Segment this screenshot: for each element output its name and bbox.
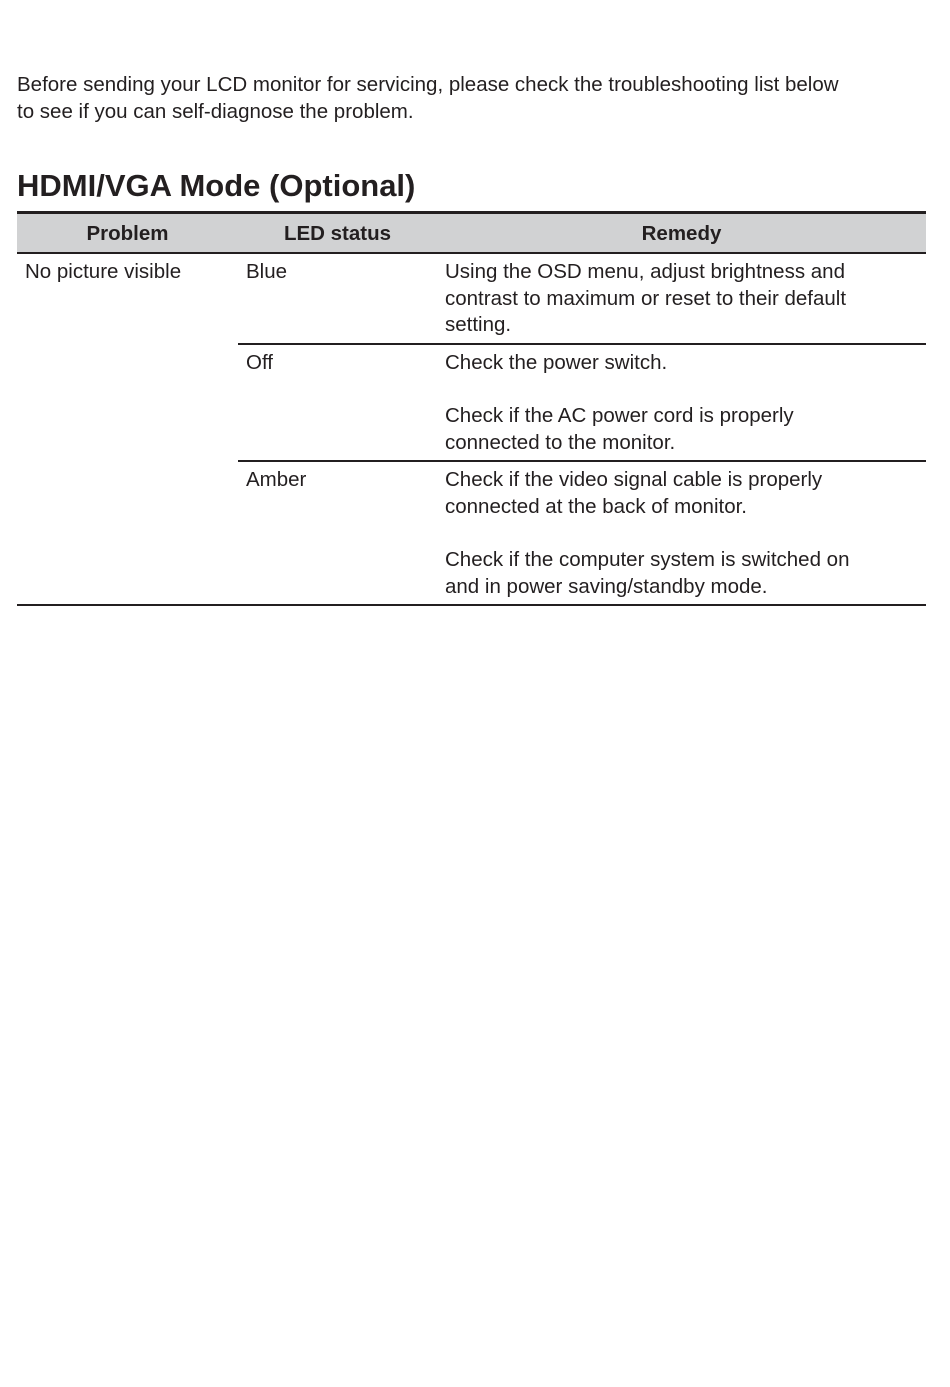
remedy-line: contrast to maximum or reset to their default	[445, 286, 847, 310]
paragraph-gap	[445, 376, 918, 403]
table-row	[17, 253, 926, 344]
remedy-line: Using the OSD menu, adjust brightness and	[445, 260, 845, 283]
remedy-line: Check if the video signal cable is properly	[445, 468, 823, 491]
remedy-line: Check if the AC power cord is properly	[445, 404, 794, 427]
remedy-cell	[437, 253, 926, 344]
led-status-cell: Off	[238, 344, 437, 462]
paragraph-gap	[445, 520, 918, 547]
troubleshooting-table	[17, 211, 926, 606]
remedy-line: Check if the computer system is switched on	[445, 548, 850, 571]
section-title: HDMI/VGA Mode (Optional)	[17, 168, 416, 203]
problem-cell: No picture visible	[17, 253, 238, 605]
remedy-line: connected at the back of monitor.	[445, 494, 747, 518]
intro-paragraph	[17, 71, 932, 125]
intro-line-1: Before sending your LCD monitor for servicing, please check the troubleshooting list below	[17, 73, 839, 96]
led-status-cell: Amber	[238, 461, 437, 605]
remedy-line: setting.	[445, 313, 512, 336]
led-status-cell: Blue	[238, 253, 437, 344]
intro-line-2: to see if you can self-diagnose the problem.	[17, 100, 414, 123]
remedy-cell	[437, 344, 926, 462]
column-header-remedy: Remedy	[437, 213, 926, 254]
column-header-problem: Problem	[17, 213, 238, 254]
column-header-led-status: LED status	[238, 213, 437, 254]
remedy-line: Check the power switch.	[445, 350, 668, 374]
table-header-row	[17, 213, 926, 254]
remedy-cell	[437, 461, 926, 605]
remedy-line: and in power saving/standby mode.	[445, 574, 768, 598]
remedy-line: connected to the monitor.	[445, 430, 676, 454]
